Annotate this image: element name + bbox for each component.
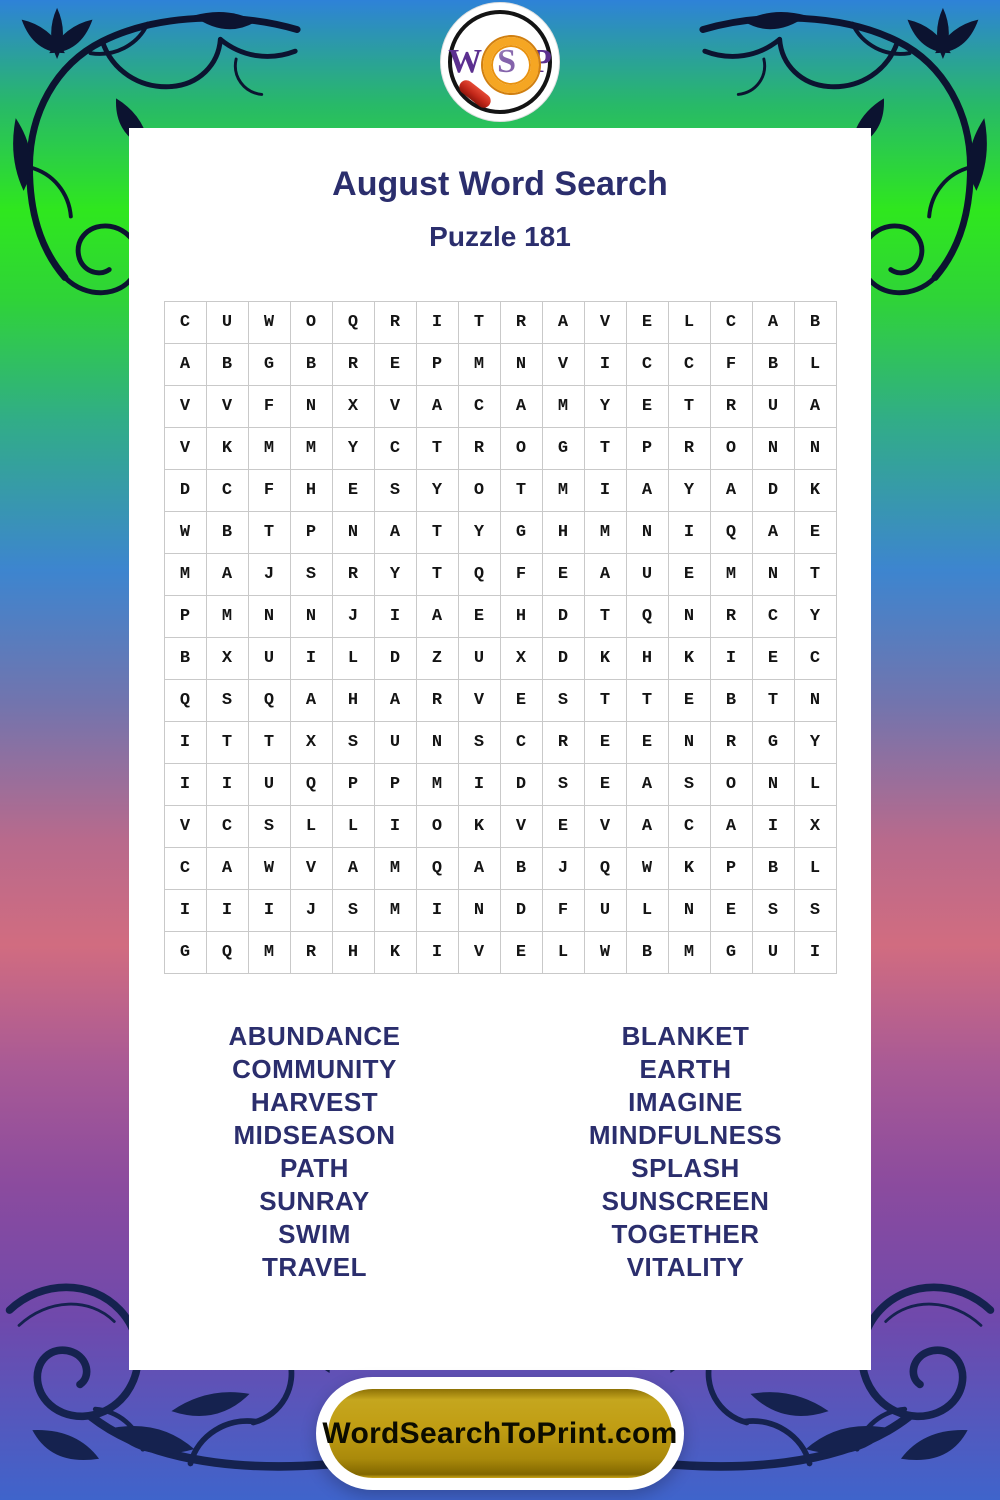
grid-cell: D: [375, 638, 416, 679]
logo-letter-s: S: [497, 43, 517, 80]
grid-cell: A: [207, 848, 248, 889]
grid-cell: X: [501, 638, 542, 679]
grid-cell: R: [417, 680, 458, 721]
grid-cell: Y: [795, 596, 836, 637]
grid-cell: J: [543, 848, 584, 889]
grid-cell: V: [165, 428, 206, 469]
grid-cell: F: [501, 554, 542, 595]
grid-cell: C: [165, 302, 206, 343]
grid-cell: A: [753, 512, 794, 553]
grid-cell: E: [753, 638, 794, 679]
grid-cell: M: [375, 848, 416, 889]
grid-cell: L: [669, 302, 710, 343]
magnifier-icon: [483, 37, 539, 93]
grid-cell: X: [333, 386, 374, 427]
grid-cell: Q: [207, 932, 248, 973]
word-item: SUNSCREEN: [601, 1186, 770, 1216]
grid-cell: L: [333, 806, 374, 847]
grid-cell: T: [669, 386, 710, 427]
grid-cell: H: [501, 596, 542, 637]
grid-cell: N: [249, 596, 290, 637]
grid-cell: S: [543, 764, 584, 805]
word-item: HARVEST: [250, 1087, 379, 1117]
grid-cell: X: [291, 722, 332, 763]
grid-cell: M: [291, 428, 332, 469]
grid-cell: E: [669, 554, 710, 595]
grid-cell: V: [543, 344, 584, 385]
grid-cell: Q: [711, 512, 752, 553]
grid-cell: J: [249, 554, 290, 595]
grid-cell: N: [753, 764, 794, 805]
word-list-right: [500, 1020, 871, 1284]
grid-cell: E: [501, 932, 542, 973]
grid-cell: R: [291, 932, 332, 973]
grid-cell: M: [375, 890, 416, 931]
grid-cell: A: [711, 806, 752, 847]
grid-cell: I: [417, 302, 458, 343]
grid-cell: Z: [417, 638, 458, 679]
grid-cell: M: [207, 596, 248, 637]
grid-cell: T: [417, 554, 458, 595]
grid-cell: Y: [795, 722, 836, 763]
grid-cell: T: [249, 512, 290, 553]
grid-cell: Y: [375, 554, 416, 595]
grid-cell: Y: [417, 470, 458, 511]
grid-cell: V: [585, 806, 626, 847]
grid-cell: E: [795, 512, 836, 553]
grid-cell: P: [165, 596, 206, 637]
word-item: IMAGINE: [628, 1087, 743, 1117]
grid-cell: A: [375, 512, 416, 553]
puzzle-number: Puzzle 181: [429, 221, 571, 252]
grid-cell: O: [501, 428, 542, 469]
grid-cell: L: [543, 932, 584, 973]
site-button-outer: [316, 1377, 684, 1490]
grid-cell: N: [753, 428, 794, 469]
grid-cell: A: [207, 554, 248, 595]
word-item: TRAVEL: [261, 1252, 368, 1282]
word-item: SPLASH: [631, 1153, 740, 1183]
grid-cell: I: [249, 890, 290, 931]
word-search-grid: [164, 301, 837, 974]
grid-cell: W: [585, 932, 626, 973]
grid-cell: M: [249, 428, 290, 469]
grid-cell: D: [543, 596, 584, 637]
grid-cell: Q: [417, 848, 458, 889]
grid-cell: K: [207, 428, 248, 469]
grid-cell: D: [165, 470, 206, 511]
grid-cell: L: [795, 848, 836, 889]
grid-cell: K: [585, 638, 626, 679]
grid-cell: A: [417, 596, 458, 637]
grid-cell: C: [627, 344, 668, 385]
grid-cell: G: [711, 932, 752, 973]
grid-cell: O: [711, 764, 752, 805]
grid-cell: S: [333, 722, 374, 763]
grid-cell: Y: [333, 428, 374, 469]
grid-cell: A: [375, 680, 416, 721]
grid-cell: S: [753, 890, 794, 931]
grid-cell: L: [795, 344, 836, 385]
word-item: EARTH: [639, 1054, 732, 1084]
grid-cell: N: [501, 344, 542, 385]
grid-cell: P: [375, 764, 416, 805]
word-item: BLANKET: [621, 1021, 750, 1051]
wsp-logo: [441, 3, 559, 121]
word-item: SWIM: [278, 1219, 351, 1249]
grid-cell: T: [753, 680, 794, 721]
grid-cell: T: [585, 680, 626, 721]
grid-cell: M: [585, 512, 626, 553]
grid-cell: I: [711, 638, 752, 679]
grid-cell: M: [459, 344, 500, 385]
grid-cell: F: [249, 470, 290, 511]
grid-cell: E: [627, 722, 668, 763]
grid-cell: T: [585, 428, 626, 469]
grid-cell: G: [165, 932, 206, 973]
grid-cell: N: [795, 428, 836, 469]
grid-cell: T: [459, 302, 500, 343]
grid-cell: K: [795, 470, 836, 511]
grid-cell: O: [291, 302, 332, 343]
grid-cell: Q: [627, 596, 668, 637]
grid-cell: L: [291, 806, 332, 847]
grid-cell: G: [753, 722, 794, 763]
grid-cell: A: [165, 344, 206, 385]
grid-cell: S: [207, 680, 248, 721]
grid-cell: T: [417, 512, 458, 553]
word-item: VITALITY: [626, 1252, 745, 1282]
logo-letter-p: P: [531, 43, 552, 80]
grid-cell: S: [375, 470, 416, 511]
grid-cell: D: [543, 638, 584, 679]
grid-cell: C: [207, 806, 248, 847]
grid-cell: E: [543, 554, 584, 595]
grid-cell: V: [501, 806, 542, 847]
grid-cell: Y: [669, 470, 710, 511]
word-item: COMMUNITY: [232, 1054, 397, 1084]
grid-cell: E: [543, 806, 584, 847]
grid-cell: B: [291, 344, 332, 385]
grid-cell: A: [585, 554, 626, 595]
grid-cell: A: [459, 848, 500, 889]
grid-cell: E: [585, 722, 626, 763]
grid-cell: N: [795, 680, 836, 721]
grid-cell: U: [459, 638, 500, 679]
grid-cell: Y: [459, 512, 500, 553]
grid-cell: L: [795, 764, 836, 805]
grid-cell: S: [459, 722, 500, 763]
grid-cell: V: [375, 386, 416, 427]
grid-cell: F: [543, 890, 584, 931]
grid-cell: I: [795, 932, 836, 973]
grid-cell: I: [417, 890, 458, 931]
grid-cell: R: [543, 722, 584, 763]
grid-cell: U: [207, 302, 248, 343]
grid-cell: R: [333, 554, 374, 595]
grid-cell: E: [333, 470, 374, 511]
word-item: ABUNDANCE: [228, 1021, 401, 1051]
grid-cell: F: [711, 344, 752, 385]
grid-cell: S: [669, 764, 710, 805]
grid-cell: I: [585, 470, 626, 511]
grid-cell: O: [417, 806, 458, 847]
grid-cell: I: [165, 764, 206, 805]
grid-cell: C: [711, 302, 752, 343]
grid-cell: R: [333, 344, 374, 385]
grid-cell: U: [249, 764, 290, 805]
grid-cell: W: [249, 848, 290, 889]
grid-cell: L: [333, 638, 374, 679]
grid-cell: U: [627, 554, 668, 595]
grid-cell: R: [711, 386, 752, 427]
grid-cell: M: [543, 470, 584, 511]
grid-cell: E: [375, 344, 416, 385]
grid-cell: H: [333, 932, 374, 973]
page-title: August Word Search: [332, 165, 668, 203]
grid-cell: T: [795, 554, 836, 595]
grid-cell: A: [627, 806, 668, 847]
grid-cell: P: [333, 764, 374, 805]
grid-cell: B: [753, 848, 794, 889]
grid-cell: Q: [459, 554, 500, 595]
grid-cell: L: [627, 890, 668, 931]
grid-cell: T: [585, 596, 626, 637]
grid-cell: M: [165, 554, 206, 595]
grid-cell: E: [459, 596, 500, 637]
grid-cell: A: [795, 386, 836, 427]
grid-cell: A: [333, 848, 374, 889]
grid-cell: B: [165, 638, 206, 679]
grid-cell: A: [627, 470, 668, 511]
grid-cell: B: [501, 848, 542, 889]
grid-cell: S: [249, 806, 290, 847]
grid-cell: K: [669, 848, 710, 889]
grid-cell: I: [165, 722, 206, 763]
word-list-left: [129, 1020, 500, 1284]
grid-cell: K: [459, 806, 500, 847]
grid-cell: U: [249, 638, 290, 679]
grid-cell: I: [459, 764, 500, 805]
grid-cell: T: [249, 722, 290, 763]
grid-cell: T: [417, 428, 458, 469]
word-item: TOGETHER: [611, 1219, 760, 1249]
grid-cell: B: [795, 302, 836, 343]
grid-cell: T: [501, 470, 542, 511]
grid-cell: I: [207, 764, 248, 805]
grid-cell: Y: [585, 386, 626, 427]
grid-cell: S: [795, 890, 836, 931]
grid-cell: O: [459, 470, 500, 511]
logo-letter-w: W: [448, 43, 483, 80]
grid-cell: E: [669, 680, 710, 721]
grid-cell: Q: [165, 680, 206, 721]
grid-cell: M: [711, 554, 752, 595]
grid-cell: N: [753, 554, 794, 595]
grid-cell: D: [753, 470, 794, 511]
grid-cell: A: [417, 386, 458, 427]
grid-cell: R: [711, 596, 752, 637]
grid-cell: M: [249, 932, 290, 973]
grid-cell: U: [585, 890, 626, 931]
grid-cell: U: [753, 932, 794, 973]
grid-cell: U: [375, 722, 416, 763]
grid-cell: V: [291, 848, 332, 889]
grid-cell: B: [207, 344, 248, 385]
grid-cell: N: [291, 596, 332, 637]
grid-cell: R: [459, 428, 500, 469]
grid-cell: E: [627, 386, 668, 427]
grid-cell: P: [417, 344, 458, 385]
grid-cell: N: [291, 386, 332, 427]
grid-cell: I: [291, 638, 332, 679]
grid-cell: I: [375, 806, 416, 847]
grid-cell: I: [753, 806, 794, 847]
grid-cell: V: [459, 932, 500, 973]
grid-cell: W: [627, 848, 668, 889]
grid-cell: A: [753, 302, 794, 343]
grid-cell: V: [207, 386, 248, 427]
grid-cell: I: [375, 596, 416, 637]
word-item: MINDFULNESS: [588, 1120, 783, 1150]
grid-cell: N: [669, 890, 710, 931]
grid-cell: M: [417, 764, 458, 805]
grid-cell: P: [711, 848, 752, 889]
grid-cell: D: [501, 890, 542, 931]
grid-cell: C: [501, 722, 542, 763]
grid-cell: A: [501, 386, 542, 427]
grid-cell: Q: [249, 680, 290, 721]
grid-cell: C: [375, 428, 416, 469]
grid-cell: C: [669, 344, 710, 385]
grid-cell: A: [627, 764, 668, 805]
grid-cell: O: [711, 428, 752, 469]
grid-cell: B: [627, 932, 668, 973]
grid-cell: T: [207, 722, 248, 763]
grid-cell: C: [207, 470, 248, 511]
grid-cell: S: [543, 680, 584, 721]
grid-cell: C: [753, 596, 794, 637]
grid-cell: J: [291, 890, 332, 931]
grid-cell: N: [669, 596, 710, 637]
grid-cell: D: [501, 764, 542, 805]
grid-cell: F: [249, 386, 290, 427]
grid-cell: A: [711, 470, 752, 511]
grid-cell: I: [207, 890, 248, 931]
grid-cell: C: [795, 638, 836, 679]
grid-cell: C: [669, 806, 710, 847]
site-button[interactable]: [322, 1389, 678, 1478]
grid-cell: J: [333, 596, 374, 637]
grid-cell: V: [585, 302, 626, 343]
word-item: SUNRAY: [259, 1186, 370, 1216]
grid-cell: I: [165, 890, 206, 931]
word-item: MIDSEASON: [233, 1120, 396, 1150]
grid-cell: G: [249, 344, 290, 385]
site-button-label: WordSearchToPrint.com: [322, 1416, 678, 1450]
grid-cell: R: [711, 722, 752, 763]
grid-cell: R: [375, 302, 416, 343]
grid-cell: B: [753, 344, 794, 385]
grid-cell: P: [291, 512, 332, 553]
grid-cell: N: [669, 722, 710, 763]
grid-cell: B: [711, 680, 752, 721]
grid-cell: K: [375, 932, 416, 973]
grid-cell: G: [543, 428, 584, 469]
grid-cell: N: [627, 512, 668, 553]
grid-cell: R: [501, 302, 542, 343]
grid-cell: N: [459, 890, 500, 931]
grid-cell: H: [291, 470, 332, 511]
grid-cell: Q: [585, 848, 626, 889]
grid-cell: G: [501, 512, 542, 553]
grid-cell: E: [585, 764, 626, 805]
grid-cell: V: [165, 806, 206, 847]
grid-cell: N: [417, 722, 458, 763]
grid-cell: M: [669, 932, 710, 973]
grid-cell: E: [501, 680, 542, 721]
grid-cell: V: [459, 680, 500, 721]
grid-cell: M: [543, 386, 584, 427]
grid-cell: Q: [291, 764, 332, 805]
grid-cell: X: [207, 638, 248, 679]
grid-cell: T: [627, 680, 668, 721]
grid-cell: A: [543, 302, 584, 343]
grid-cell: I: [669, 512, 710, 553]
grid-cell: I: [417, 932, 458, 973]
word-item: PATH: [280, 1153, 349, 1183]
grid-cell: H: [543, 512, 584, 553]
grid-cell: V: [165, 386, 206, 427]
grid-cell: C: [165, 848, 206, 889]
grid-cell: A: [291, 680, 332, 721]
grid-cell: X: [795, 806, 836, 847]
grid-cell: K: [669, 638, 710, 679]
grid-cell: E: [627, 302, 668, 343]
grid-cell: S: [291, 554, 332, 595]
grid-cell: N: [333, 512, 374, 553]
grid-cell: P: [627, 428, 668, 469]
grid-cell: Q: [333, 302, 374, 343]
grid-cell: R: [669, 428, 710, 469]
grid-cell: S: [333, 890, 374, 931]
grid-cell: E: [711, 890, 752, 931]
grid-cell: B: [207, 512, 248, 553]
word-list: [129, 1020, 871, 1284]
grid-cell: H: [333, 680, 374, 721]
grid-cell: H: [627, 638, 668, 679]
grid-cell: W: [249, 302, 290, 343]
grid-cell: C: [459, 386, 500, 427]
grid-cell: I: [585, 344, 626, 385]
grid-cell: W: [165, 512, 206, 553]
puzzle-card: [129, 128, 871, 1370]
grid-cell: U: [753, 386, 794, 427]
